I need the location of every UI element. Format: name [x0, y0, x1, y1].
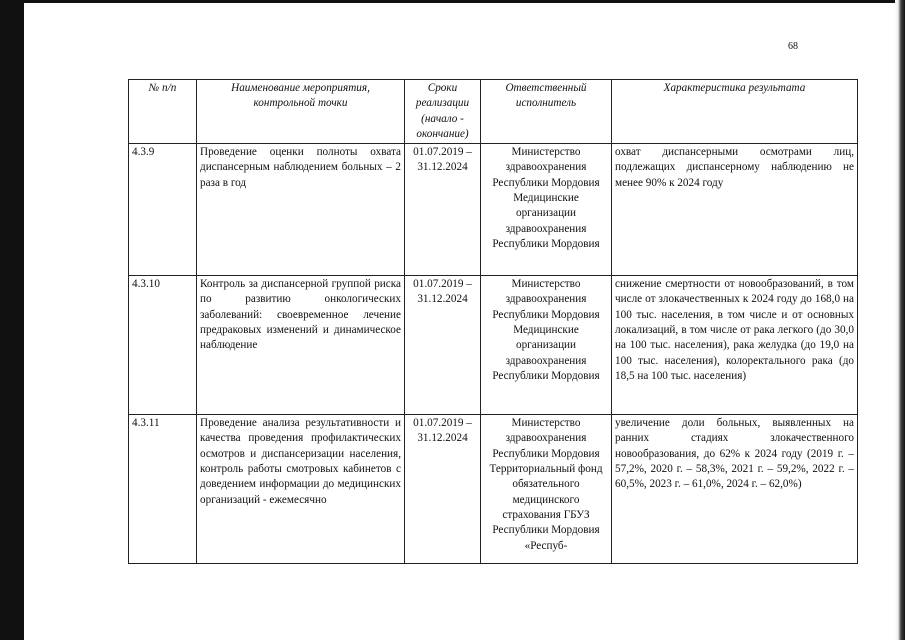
scan-left-edge — [0, 0, 24, 640]
row-number: 4.3.9 — [129, 144, 197, 276]
row-name: Контроль за диспансерной группой риска по развитию онкологических заболеваний: своевременное лечение предраковых изменений и динамическое наблюдение — [197, 276, 405, 415]
row-number: 4.3.11 — [129, 415, 197, 564]
header-period: Сроки реализации (начало - окончание) — [405, 80, 481, 144]
row-period: 01.07.2019 – 31.12.2024 — [405, 415, 481, 564]
row-result: снижение смертности от новообразований, в том числе от злокачественных к 2024 году до 168,0 на 100 тыс. населения, в том числе и от основных локализаций, в том числе от рака легкого (до 30,0 на 100 тыс. населения), рака желудка (до 19,0 на 100 тыс. населения), колоректального рака (до 18,5 на 100 тыс. населения) — [612, 276, 858, 415]
header-result: Характеристика результата — [612, 80, 858, 144]
row-name: Проведение анализа результативности и качества проведения профилактических осмотров и диспансеризации населения, контроль работы смотровых кабинетов с доведением информации до медицинских организаций - ежемесячно — [197, 415, 405, 564]
row-executor: Министерство здравоохранения Республики Мордовия Медицинские организации здравоохранения Республики Мордовия — [481, 276, 612, 415]
row-executor: Министерство здравоохранения Республики Мордовия Медицинские организации здравоохранения Республики Мордовия — [481, 144, 612, 276]
row-period: 01.07.2019 – 31.12.2024 — [405, 276, 481, 415]
header-executor: Ответственный исполнитель — [481, 80, 612, 144]
measures-table — [128, 79, 858, 564]
row-number: 4.3.10 — [129, 276, 197, 415]
page-number: 68 — [788, 41, 798, 52]
table-row — [129, 276, 858, 415]
row-executor: Министерство здравоохранения Республики Мордовия Территориальный фонд обязательного медицинского страхования ГБУЗ Республики Мордовия «Респуб- — [481, 415, 612, 564]
header-number: № п/п — [129, 80, 197, 144]
row-period: 01.07.2019 – 31.12.2024 — [405, 144, 481, 276]
row-name: Проведение оценки полноты охвата диспансерным наблюдением больных – 2 раза в год — [197, 144, 405, 276]
scan-top-edge — [0, 0, 895, 3]
scan-right-edge — [895, 0, 905, 640]
table-row — [129, 144, 858, 276]
row-result: охват диспансерными осмотрами лиц, подлежащих диспансерному наблюдению не менее 90% к 2024 году — [612, 144, 858, 276]
row-result: увеличение доли больных, выявленных на ранних стадиях злокачественного новообразования, до 62% к 2024 году (2019 г. – 57,2%, 2020 г. – 58,3%, 2021 г. – 59,2%, 2022 г. – 60,5%, 2023 г. – 61,0%, 2024 г. – 62,0%) — [612, 415, 858, 564]
header-name: Наименование мероприятия, контрольной точки — [197, 80, 405, 144]
table-row — [129, 415, 858, 564]
table-header-row — [129, 80, 858, 144]
